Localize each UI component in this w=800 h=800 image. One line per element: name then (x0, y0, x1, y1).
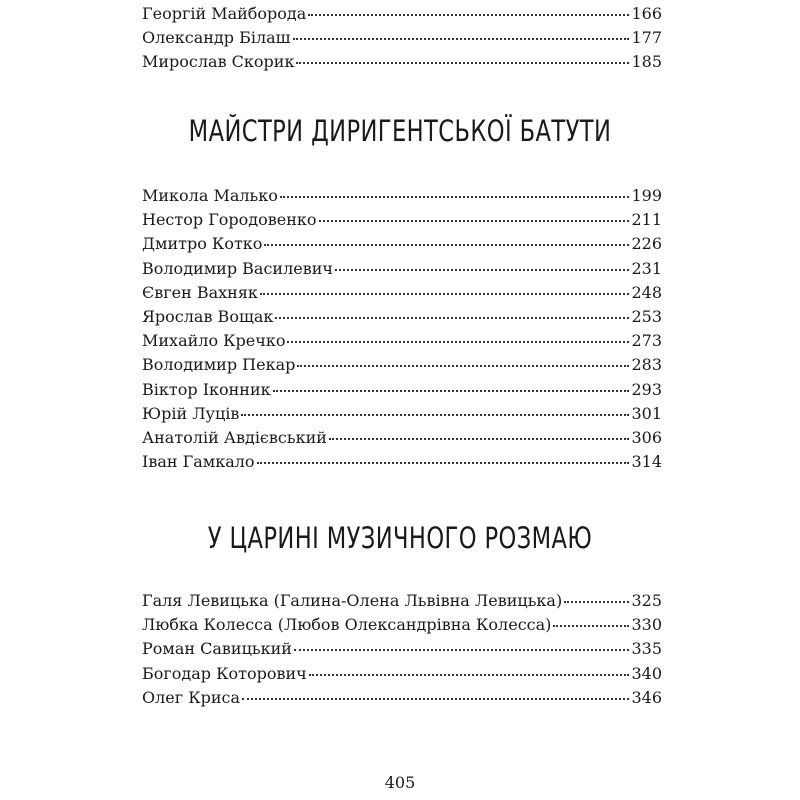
toc-entry-page: 306 (631, 427, 662, 447)
section-title-variety: У ЦАРИНІ МУЗИЧНОГО РОЗМАЮ (207, 521, 593, 555)
toc-entry-page: 330 (631, 615, 662, 635)
toc-entry-page: 335 (631, 639, 662, 659)
toc-entry-name: Ярослав Вощак (142, 306, 274, 326)
toc-dot-leader (297, 365, 629, 367)
toc-entry-page: 231 (631, 258, 662, 278)
toc-entry (142, 613, 662, 637)
toc-entry-page: 325 (631, 591, 662, 610)
toc-entry (142, 26, 662, 50)
toc-dot-leader (553, 625, 629, 627)
toc-entry (142, 232, 662, 256)
toc-entry (142, 184, 662, 208)
toc-entry-page: 253 (631, 306, 662, 326)
toc-entry-name: Галя Левицька (Галина-Олена Львівна Левицька) (142, 591, 563, 610)
toc-entry-name: Іван Гамкало (142, 452, 255, 472)
toc-entry-page: 177 (631, 28, 662, 48)
toc-entry-name: Володимир Пекар (142, 355, 296, 375)
toc-list-top (142, 2, 662, 75)
toc-entry (142, 426, 662, 450)
toc-entry-name: Георгій Майборода (142, 4, 307, 23)
toc-dot-leader (242, 698, 629, 700)
toc-entry-name: Володимир Василевич (142, 258, 333, 278)
toc-entry-name: Роман Савицький (142, 639, 292, 659)
toc-dot-leader (294, 649, 630, 651)
toc-entry-name: Любка Колесса (Любов Олександрівна Колесса) (142, 615, 552, 635)
toc-entry (142, 305, 662, 329)
toc-entry-page: 346 (631, 687, 662, 707)
toc-dot-leader (241, 414, 629, 416)
toc-entry-page: 340 (631, 663, 662, 683)
section-title-conductors: МАЙСТРИ ДИРИГЕНТСЬКОЇ БАТУТИ (188, 114, 612, 148)
toc-entry-name: Дмитро Котко (142, 234, 263, 254)
toc-entry (142, 662, 662, 686)
toc-dot-leader (275, 317, 629, 319)
toc-entry-name: Юрій Луців (142, 403, 240, 423)
toc-entry-name: Олександр Білаш (142, 28, 291, 48)
toc-entry-name: Євген Вахняк (142, 282, 258, 302)
toc-dot-leader (335, 269, 630, 271)
page-number: 405 (384, 773, 416, 792)
toc-dot-leader (264, 244, 629, 246)
toc-entry-page: 248 (631, 282, 662, 302)
toc-entry (142, 637, 662, 661)
toc-entry (142, 2, 662, 26)
toc-entry (142, 450, 662, 474)
toc-entry (142, 281, 662, 305)
toc-entry-page: 273 (631, 331, 662, 351)
toc-entry-page: 199 (631, 186, 662, 205)
toc-dot-leader (296, 62, 629, 64)
toc-entry-page: 314 (631, 452, 662, 472)
toc-entry-page: 211 (631, 210, 662, 230)
toc-entry-page: 283 (631, 355, 662, 375)
toc-entry-name: Богодар Которович (142, 663, 307, 683)
toc-entry-page: 166 (631, 4, 662, 23)
toc-dot-leader (564, 601, 629, 603)
toc-dot-leader (287, 341, 629, 343)
toc-entry-page: 301 (631, 403, 662, 423)
toc-entry (142, 257, 662, 281)
toc-entry-page: 226 (631, 234, 662, 254)
toc-list-variety (142, 589, 662, 710)
toc-entry-name: Анатолій Авдієвський (142, 427, 327, 447)
toc-entry (142, 589, 662, 613)
toc-entry-name: Михайло Кречко (142, 331, 286, 351)
toc-entry (142, 353, 662, 377)
toc-entry-name: Микола Малько (142, 186, 278, 205)
toc-entry-name: Мирослав Скорик (142, 52, 295, 72)
toc-entry-name: Олег Криса (142, 687, 241, 707)
toc-entry-name: Віктор Іконник (142, 379, 271, 399)
toc-dot-leader (309, 674, 630, 676)
toc-entry (142, 402, 662, 426)
toc-dot-leader (260, 293, 630, 295)
toc-entry (142, 329, 662, 353)
toc-dot-leader (308, 14, 629, 16)
toc-dot-leader (319, 220, 630, 222)
toc-entry-page: 185 (631, 52, 662, 72)
toc-entry (142, 686, 662, 710)
toc-entry (142, 208, 662, 232)
toc-entry-page: 293 (631, 379, 662, 399)
toc-entry (142, 378, 662, 402)
toc-entry-name: Нестор Городовенко (142, 210, 317, 230)
toc-entry (142, 50, 662, 74)
toc-dot-leader (293, 38, 630, 40)
toc-dot-leader (273, 390, 630, 392)
toc-list-conductors (142, 184, 662, 474)
toc-dot-leader (329, 438, 630, 440)
toc-dot-leader (280, 196, 630, 198)
toc-dot-leader (257, 462, 630, 464)
